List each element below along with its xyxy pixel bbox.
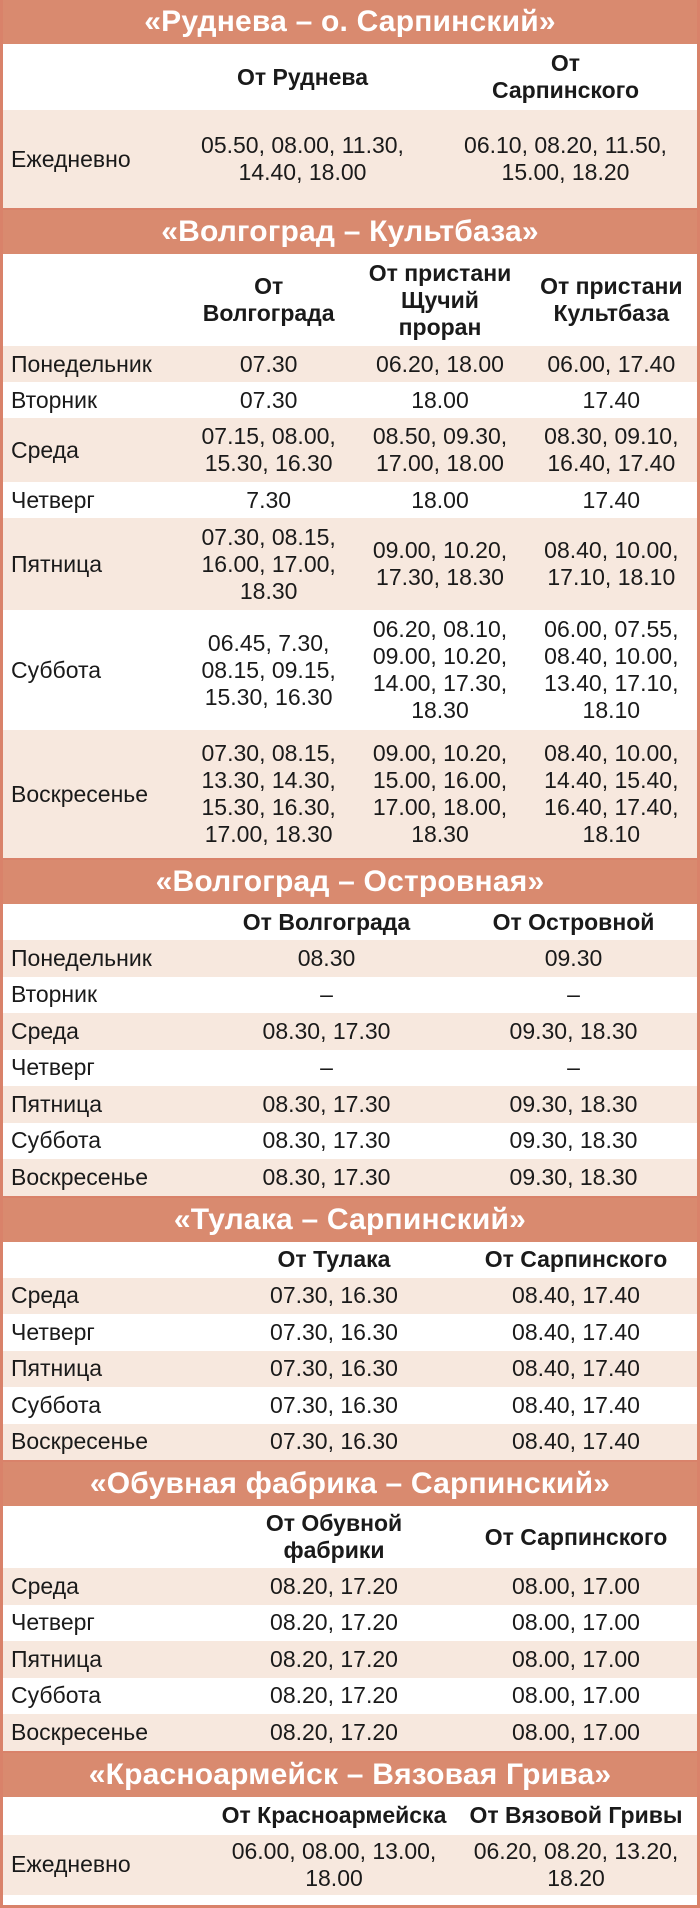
time-cell: 08.40, 17.40 bbox=[512, 1391, 640, 1418]
time-cell: 09.30 bbox=[544, 944, 603, 971]
time-cell: 08.40, 17.40 bbox=[512, 1282, 640, 1309]
day-cell: Вторник bbox=[11, 981, 98, 1008]
time-cell: 08.30, 17.30 bbox=[262, 1017, 391, 1044]
column-header: От Сарпинского bbox=[484, 1246, 668, 1272]
day-cell: Воскресенье bbox=[11, 1163, 149, 1190]
table-row bbox=[3, 1123, 697, 1160]
section-title: «Красноармейск – Вязовая Грива» bbox=[3, 1753, 697, 1797]
table-row bbox=[3, 1424, 697, 1461]
time-cell: 07.30, 16.30 bbox=[270, 1318, 398, 1345]
schedule-table bbox=[3, 254, 697, 858]
table-row bbox=[3, 1835, 697, 1895]
time-cell: 08.40, 10.00, 17.10, 18.10 bbox=[544, 537, 679, 590]
time-cell: 07.30, 16.30 bbox=[270, 1282, 398, 1309]
section-tulaka-sarpinsky bbox=[3, 1198, 697, 1463]
day-cell: Вторник bbox=[11, 386, 98, 413]
table-row bbox=[3, 1159, 697, 1196]
day-cell: Пятница bbox=[11, 550, 103, 577]
section-title: «Тулака – Сарпинский» bbox=[3, 1198, 697, 1242]
header-row bbox=[3, 1797, 697, 1835]
day-cell: Среда bbox=[11, 1017, 79, 1044]
schedule-table bbox=[3, 1797, 697, 1895]
time-cell: 07.15, 08.00, 15.30, 16.30 bbox=[201, 423, 336, 476]
column-header: От Руднева bbox=[236, 63, 368, 90]
time-cell: 06.45, 7.30, 08.15, 09.15, 15.30, 16.30 bbox=[201, 629, 336, 710]
column-header: От пристани Культбаза bbox=[540, 273, 683, 326]
table-row bbox=[3, 346, 697, 382]
time-cell: 08.20, 17.20 bbox=[270, 1682, 398, 1709]
time-cell: 08.00, 17.00 bbox=[512, 1572, 640, 1599]
time-cell: 06.20, 18.00 bbox=[376, 350, 504, 377]
day-cell: Четверг bbox=[11, 486, 95, 513]
table-row bbox=[3, 1314, 697, 1351]
table-row bbox=[3, 977, 697, 1014]
time-cell: 08.30, 17.30 bbox=[262, 1163, 391, 1190]
time-cell: 06.20, 08.10, 09.00, 10.20, 14.00, 17.30, 18.30 bbox=[372, 616, 508, 723]
time-cell: 18.00 bbox=[411, 486, 469, 513]
time-cell: 17.40 bbox=[582, 386, 641, 413]
table-row bbox=[3, 1278, 697, 1315]
table-row bbox=[3, 1013, 697, 1050]
day-cell: Среда bbox=[11, 1572, 79, 1599]
day-cell: Понедельник bbox=[11, 944, 152, 971]
table-row bbox=[3, 482, 697, 518]
time-cell: 08.40, 10.00, 14.40, 15.40, 16.40, 17.40, 18.10 bbox=[544, 740, 679, 847]
time-cell: 06.10, 08.20, 11.50, 15.00, 18.20 bbox=[464, 132, 667, 185]
time-cell: 7.30 bbox=[246, 486, 292, 513]
column-header: От Красноармейска bbox=[221, 1802, 447, 1828]
time-cell: 08.40, 17.40 bbox=[512, 1428, 640, 1455]
table-row bbox=[3, 1605, 697, 1642]
section-title: «Руднева – о. Сарпинский» bbox=[3, 0, 697, 44]
table-row bbox=[3, 110, 697, 208]
day-cell: Суббота bbox=[11, 1127, 102, 1154]
day-cell: Ежедневно bbox=[11, 145, 131, 172]
column-header: От Вязовой Гривы bbox=[469, 1802, 683, 1828]
day-cell: Пятница bbox=[11, 1355, 103, 1382]
day-cell: Среда bbox=[11, 1282, 79, 1309]
day-cell: Четверг bbox=[11, 1318, 95, 1345]
column-header: От Обувной фабрики bbox=[265, 1510, 403, 1563]
time-cell: 08.00, 17.00 bbox=[512, 1645, 640, 1672]
header-row bbox=[3, 44, 697, 110]
time-cell: – bbox=[567, 981, 580, 1008]
column-header: От Сарпинского bbox=[491, 50, 640, 103]
section-volgograd-kultbaza bbox=[3, 210, 697, 860]
schedule-table bbox=[3, 904, 697, 1196]
time-cell: – bbox=[320, 981, 333, 1008]
column-header: От Тулака bbox=[277, 1246, 391, 1272]
column-header: От Волгограда bbox=[242, 908, 411, 935]
table-row bbox=[3, 610, 697, 730]
day-cell: Суббота bbox=[11, 656, 102, 683]
time-cell: 07.30, 08.15, 13.30, 14.30, 15.30, 16.30, 17.00, 18.30 bbox=[201, 740, 336, 847]
header-row bbox=[3, 904, 697, 940]
header-row bbox=[3, 254, 697, 346]
table-row bbox=[3, 1714, 697, 1751]
time-cell: 09.00, 10.20, 17.30, 18.30 bbox=[372, 537, 508, 590]
section-volgograd-ostrovnaya bbox=[3, 860, 697, 1198]
time-cell: 07.30, 16.30 bbox=[270, 1355, 398, 1382]
column-header: От Сарпинского bbox=[484, 1523, 668, 1550]
time-cell: 08.30, 17.30 bbox=[262, 1127, 391, 1154]
time-cell: 09.00, 10.20, 15.00, 16.00, 17.00, 18.00, 18.30 bbox=[372, 740, 508, 847]
section-rudneva-sarpinsky bbox=[3, 0, 697, 210]
table-row bbox=[3, 418, 697, 482]
table-row bbox=[3, 730, 697, 858]
table-row bbox=[3, 518, 697, 610]
section-title: «Волгоград – Островная» bbox=[3, 860, 697, 904]
header-row bbox=[3, 1506, 697, 1568]
time-cell: 09.30, 18.30 bbox=[509, 1090, 638, 1117]
day-cell: Суббота bbox=[11, 1682, 102, 1709]
time-cell: 07.30, 16.30 bbox=[270, 1391, 398, 1418]
header-row bbox=[3, 1242, 697, 1278]
time-cell: 08.30 bbox=[297, 944, 356, 971]
day-cell: Четверг bbox=[11, 1054, 95, 1081]
day-cell: Суббота bbox=[11, 1391, 102, 1418]
time-cell: 08.40, 17.40 bbox=[512, 1355, 640, 1382]
day-cell: Воскресенье bbox=[11, 780, 149, 807]
time-cell: 18.00 bbox=[411, 386, 469, 413]
time-cell: 09.30, 18.30 bbox=[509, 1017, 638, 1044]
time-cell: 06.00, 08.00, 13.00, 18.00 bbox=[231, 1837, 437, 1891]
table-row bbox=[3, 1387, 697, 1424]
time-cell: 07.30, 08.15, 16.00, 17.00, 18.30 bbox=[201, 523, 336, 604]
day-cell: Четверг bbox=[11, 1609, 95, 1636]
time-cell: 08.00, 17.00 bbox=[512, 1718, 640, 1745]
section-title: «Обувная фабрика – Сарпинский» bbox=[3, 1462, 697, 1506]
time-cell: 09.30, 18.30 bbox=[509, 1163, 638, 1190]
schedule-table bbox=[3, 1506, 697, 1751]
time-cell: 06.00, 07.55, 08.40, 10.00, 13.40, 17.10, 18.10 bbox=[544, 616, 679, 723]
time-cell: 17.40 bbox=[582, 486, 641, 513]
section-obuvnaya-sarpinsky bbox=[3, 1462, 697, 1753]
time-cell: 07.30, 16.30 bbox=[270, 1428, 398, 1455]
day-cell: Ежедневно bbox=[11, 1851, 131, 1877]
schedule-table bbox=[3, 44, 697, 208]
column-header: От пристани Щучий проран bbox=[368, 259, 512, 340]
time-cell: 07.30 bbox=[239, 386, 298, 413]
time-cell: 08.30, 17.30 bbox=[262, 1090, 391, 1117]
time-cell: 08.20, 17.20 bbox=[270, 1609, 398, 1636]
day-cell: Воскресенье bbox=[11, 1428, 149, 1455]
time-cell: 06.00, 17.40 bbox=[547, 350, 676, 377]
day-cell: Пятница bbox=[11, 1645, 103, 1672]
table-row bbox=[3, 1678, 697, 1715]
day-cell: Понедельник bbox=[11, 350, 152, 377]
column-header: От Островной bbox=[492, 908, 655, 935]
section-title: «Волгоград – Культбаза» bbox=[3, 210, 697, 254]
day-cell: Воскресенье bbox=[11, 1718, 149, 1745]
time-cell: 08.00, 17.00 bbox=[512, 1682, 640, 1709]
table-row bbox=[3, 1086, 697, 1123]
time-cell: 08.50, 09.30, 17.00, 18.00 bbox=[372, 423, 508, 476]
day-cell: Пятница bbox=[11, 1090, 103, 1117]
time-cell: 08.30, 09.10, 16.40, 17.40 bbox=[544, 423, 679, 476]
time-cell: 06.20, 08.20, 13.20, 18.20 bbox=[473, 1837, 679, 1891]
table-row bbox=[3, 940, 697, 977]
time-cell: 09.30, 18.30 bbox=[509, 1127, 638, 1154]
time-cell: 08.20, 17.20 bbox=[270, 1645, 398, 1672]
table-row bbox=[3, 382, 697, 418]
time-cell: 07.30 bbox=[239, 350, 298, 377]
time-cell: 08.00, 17.00 bbox=[512, 1609, 640, 1636]
time-cell: – bbox=[567, 1054, 580, 1081]
time-cell: 08.20, 17.20 bbox=[270, 1572, 398, 1599]
time-cell: 05.50, 08.00, 11.30, 14.40, 18.00 bbox=[201, 132, 404, 185]
section-krasnoarmeysk-vyazovaya bbox=[3, 1753, 697, 1895]
table-row bbox=[3, 1641, 697, 1678]
table-row bbox=[3, 1351, 697, 1388]
time-cell: 08.20, 17.20 bbox=[270, 1718, 398, 1745]
table-row bbox=[3, 1568, 697, 1605]
time-cell: 08.40, 17.40 bbox=[512, 1318, 640, 1345]
time-cell: – bbox=[320, 1054, 333, 1081]
schedule-table bbox=[3, 1242, 697, 1461]
column-header: От Волгограда bbox=[202, 273, 335, 326]
day-cell: Среда bbox=[11, 436, 79, 463]
table-row bbox=[3, 1050, 697, 1087]
